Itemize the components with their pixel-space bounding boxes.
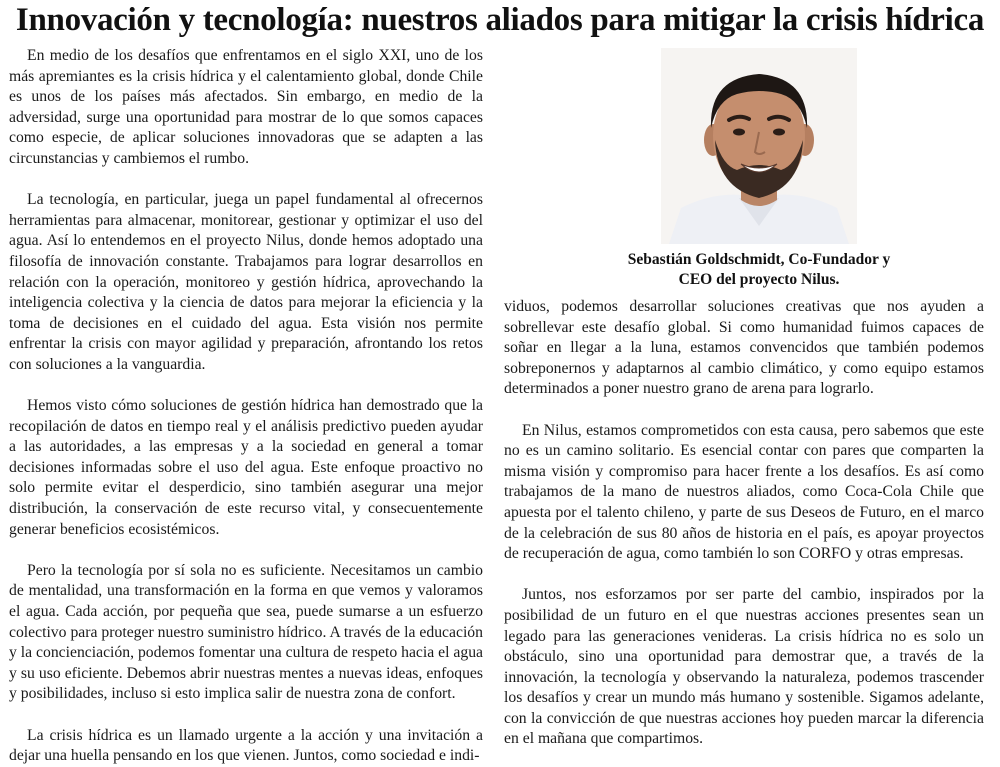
paragraph: En Nilus, estamos comprometidos con esta causa, pero sabemos que este no es un camino solitario. Es esencial contar con pares que comparten la misma visión y compromiso para hacer frente a los desafíos. Es así como trabajamos de la mano de nuestros aliados, como Coca-Cola Chile que apuesta por el talento chileno, y parte de sus Deseos de Futuro, en el marco de la celebración de sus 80 años de historia en el país, es apoyar proyectos de recuperación de agua, como también lo son CORFO y otras empresas. — [504, 421, 984, 563]
paragraph: Pero la tecnología por sí sola no es suficiente. Necesitamos un cambio de mentalidad, una transformación en la forma en que vemos y valoramos el agua. Cada acción, por pequeña que sea, puede sumarse a un esfuerzo colectivo para proteger nuestro suministro hídrico. A través de la educación y la concienciación, podemos fomentar una cultura de respeto hacia el agua y su uso eficiente. Debemos abrir nuestras mentes a nuevas ideas, enfoques y posibilidades, incluso si esto implica salir de nuestra zona de confort. — [9, 561, 483, 703]
paragraph: Hemos visto cómo soluciones de gestión hídrica han demostrado que la recopilación de datos en tiempo real y el análisis predictivo pueden ayudar a las autoridades, a las empresas y a la sociedad en general a tomar decisiones informadas sobre el uso del agua. Este enfoque proactivo no solo permite evitar el desperdicio, sino también asegurar una mejor distribución, la conservación de este recurso vital, y consecuentemente generar beneficios ecosistémicos. — [9, 397, 483, 538]
paragraph: La crisis hídrica es un llamado urgente a la acción y una invitación a dejar una huella pensando en los que vienen. Juntos, como sociedad e indi- — [9, 726, 483, 765]
caption-line: Sebastián Goldschmidt, Co-Fundador y — [627, 251, 891, 268]
author-figure — [614, 44, 904, 290]
paragraph: En medio de los desafíos que enfrentamos en el siglo XXI, uno de los más apremiantes es la crisis hídrica y el calentamiento global, donde Chile es unos de los países más afectados. Sin embargo, en medio de la adversidad, surge una oportunidad para mostrar de lo que somos capaces como especie, de aplicar soluciones innovadoras que se adapten a las circunstancias y cambiemos el rumbo. — [9, 47, 483, 167]
article-title: Innovación y tecnología: nuestros aliados para mitigar la crisis hídrica — [15, 2, 985, 38]
author-photo — [661, 48, 857, 244]
right-column — [504, 297, 984, 750]
paragraph: viduos, podemos desarrollar soluciones creativas que nos ayuden a sobrellevar este desafío global. Si como humanidad fuimos capaces de soñar en llegar a la luna, estamos convencidos que también podemos sobreponernos y adaptarnos al cambio climático, y como equipo estamos determinados a poner nuestro grano de arena para lograrlo. — [504, 298, 984, 398]
paragraph: La tecnología, en particular, juega un papel fundamental al ofrecernos herramientas para almacenar, monitorear, gestionar y optimizar el uso del agua. Así lo entendemos en el proyecto Nilus, donde hemos adoptado una filosofía de innovación constante. Trabajamos para lograr desarrollos en relación con la operación, monitoreo y gestión hídrica, aprovechando la inteligencia colectiva y la ciencia de datos para mejorar la eficiencia y la toma de decisiones en el cuidado del agua. Esta visión nos permite enfrentar la crisis con mayor agilidad y preparación, afrontando los retos con soluciones a la vanguardia. — [9, 191, 483, 373]
caption-line: CEO del proyecto Nilus. — [678, 271, 840, 288]
paragraph: Juntos, nos esforzamos por ser parte del cambio, inspirados por la posibilidad de un futuro en el que nuestras acciones presentes sean un legado para las generaciones venideras. La crisis hídrica no es solo un obstáculo, sino una oportunidad para demostrar que, a través de la innovación, la tecnología y observando la naturaleza, podemos trascender los desafíos y crear un mundo más humano y sostenible. Sigamos adelante, con la convicción de que nuestras acciones hoy pueden marcar la diferencia en el mañana que compartimos. — [504, 586, 984, 748]
photo-caption — [614, 250, 904, 290]
left-column — [9, 46, 483, 767]
portrait-illustration — [661, 48, 857, 244]
